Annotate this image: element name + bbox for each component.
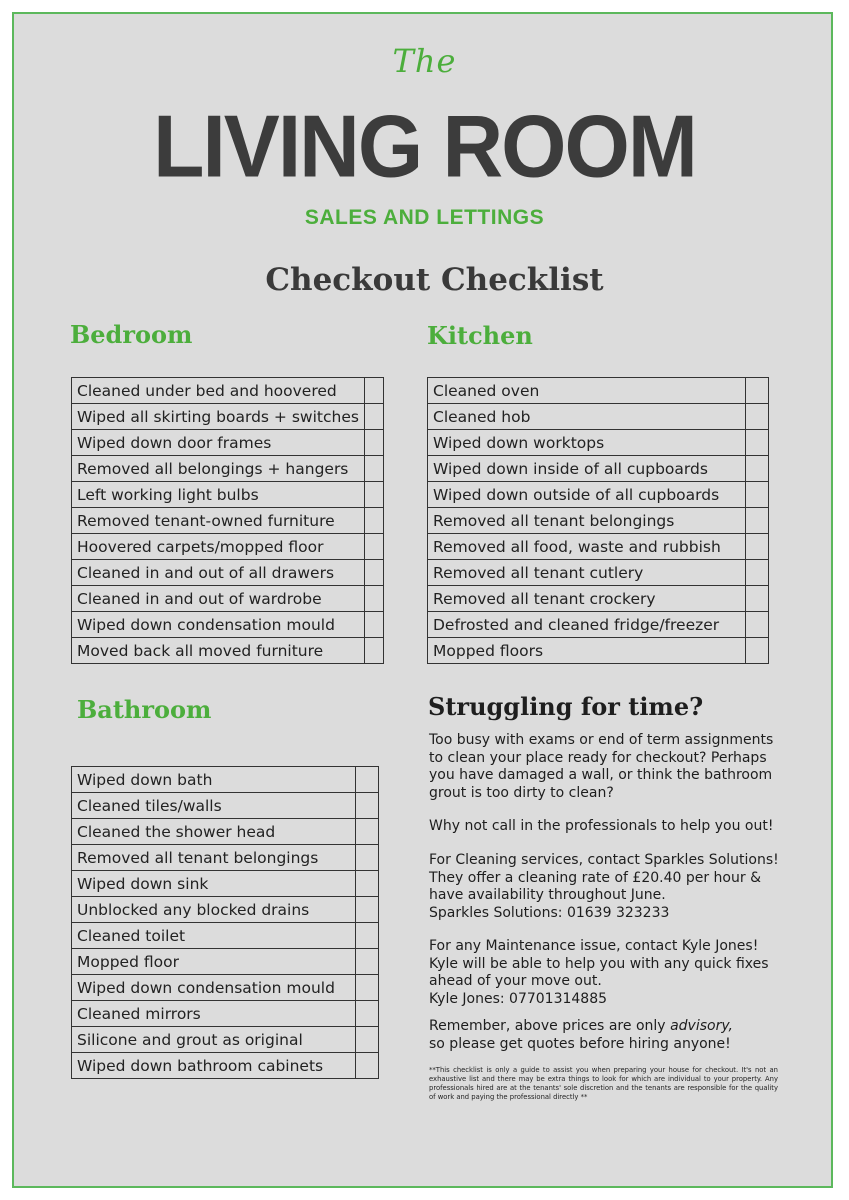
checklist-item-label: Wiped down inside of all cupboards — [428, 456, 746, 482]
checklist-row — [72, 560, 384, 586]
checklist-item-label: Wiped down condensation mould — [72, 975, 356, 1001]
checklist-row — [72, 1053, 379, 1079]
checklist-item-label: Removed all tenant belongings — [428, 508, 746, 534]
bathroom-checklist — [71, 766, 379, 1079]
checklist-item-label: Cleaned oven — [428, 378, 746, 404]
checklist-row — [72, 638, 384, 664]
checkbox[interactable] — [356, 923, 379, 949]
advisory-post: so please get quotes before hiring anyone! — [429, 1035, 731, 1052]
checklist-item-label: Left working light bulbs — [72, 482, 365, 508]
checklist-row — [428, 638, 769, 664]
checklist-item-label: Mopped floors — [428, 638, 746, 664]
checkbox[interactable] — [746, 482, 769, 508]
checklist-row — [72, 586, 384, 612]
logo-living-room: LIVING ROOM — [153, 96, 696, 196]
logo-tagline: SALES AND LETTINGS — [304, 206, 545, 229]
checklist-item-label: Wiped down door frames — [72, 430, 365, 456]
page-title: Checkout Checklist — [265, 262, 604, 298]
checklist-row — [72, 534, 384, 560]
checkbox[interactable] — [356, 1001, 379, 1027]
checklist-item-label: Cleaned mirrors — [72, 1001, 356, 1027]
advisory-note — [429, 1018, 733, 1053]
cleaning-services — [429, 852, 789, 922]
checkbox[interactable] — [356, 897, 379, 923]
checklist-item-label: Removed all tenant cutlery — [428, 560, 746, 586]
checklist-item-label: Wiped all skirting boards + switches — [72, 404, 365, 430]
checklist-row — [72, 456, 384, 482]
bathroom-heading: Bathroom — [77, 695, 212, 724]
checklist-item-label: Wiped down bath — [72, 767, 356, 793]
checklist-item-label: Silicone and grout as original — [72, 1027, 356, 1053]
maintenance-services — [429, 938, 789, 1008]
kitchen-checklist — [427, 377, 769, 664]
checkbox[interactable] — [364, 560, 383, 586]
checklist-row — [72, 897, 379, 923]
checklist-row — [428, 404, 769, 430]
checklist-item-label: Wiped down outside of all cupboards — [428, 482, 746, 508]
checkbox[interactable] — [364, 430, 383, 456]
checklist-row — [72, 430, 384, 456]
checklist-row — [428, 456, 769, 482]
checklist-item-label: Wiped down bathroom cabinets — [72, 1053, 356, 1079]
checkbox[interactable] — [356, 767, 379, 793]
checklist-item-label: Cleaned hob — [428, 404, 746, 430]
checkbox[interactable] — [746, 404, 769, 430]
checkbox[interactable] — [364, 508, 383, 534]
checkbox[interactable] — [356, 1053, 379, 1079]
kitchen-heading: Kitchen — [427, 321, 533, 350]
maintenance-details: Kyle will be able to help you with any quick fixes ahead of your move out. — [429, 955, 769, 989]
maintenance-contact: Kyle Jones: 07701314885 — [429, 990, 608, 1007]
struggling-heading: Struggling for time? — [428, 692, 704, 721]
checklist-row — [72, 793, 379, 819]
checklist-item-label: Moved back all moved furniture — [72, 638, 365, 664]
checklist-row — [72, 923, 379, 949]
checkbox[interactable] — [746, 508, 769, 534]
checklist-item-label: Hoovered carpets/mopped floor — [72, 534, 365, 560]
checklist-row — [428, 508, 769, 534]
checklist-row — [72, 612, 384, 638]
checklist-row — [72, 508, 384, 534]
checklist-row — [72, 871, 379, 897]
checklist-row — [428, 586, 769, 612]
checklist-item-label: Unblocked any blocked drains — [72, 897, 356, 923]
checklist-item-label: Cleaned the shower head — [72, 819, 356, 845]
checklist-item-label: Cleaned in and out of all drawers — [72, 560, 365, 586]
checkbox[interactable] — [364, 404, 383, 430]
call-text: Why not call in the professionals to help you out! — [429, 818, 774, 834]
checklist-row — [428, 430, 769, 456]
bedroom-heading: Bedroom — [70, 320, 193, 349]
checkbox[interactable] — [746, 534, 769, 560]
checklist-row — [428, 378, 769, 404]
checklist-row — [72, 404, 384, 430]
checklist-item-label: Wiped down sink — [72, 871, 356, 897]
logo-the: The — [392, 42, 457, 80]
checklist-row — [72, 378, 384, 404]
checklist-item-label: Removed all tenant crockery — [428, 586, 746, 612]
checklist-item-label: Removed all food, waste and rubbish — [428, 534, 746, 560]
checkbox[interactable] — [364, 612, 383, 638]
checkbox[interactable] — [364, 482, 383, 508]
fine-print: **This checklist is only a guide to assist you when preparing your house for checkout. It's not an exhaustive list and there may be extra things to look for which are individual to your property. Any professionals hired are at the tenants' sole discretion and the tenants are responsible for the quality of work and paying the professional directly ** — [429, 1066, 778, 1101]
checklist-item-label: Removed all belongings + hangers — [72, 456, 365, 482]
checkbox[interactable] — [356, 819, 379, 845]
checkbox[interactable] — [356, 949, 379, 975]
checkbox[interactable] — [364, 638, 383, 664]
cleaning-heading: For Cleaning services, contact Sparkles Solutions! — [429, 852, 779, 868]
struggling-intro — [429, 732, 789, 802]
cleaning-details: They offer a cleaning rate of £20.40 per hour & have availability throughout June. — [429, 869, 761, 903]
checklist-item-label: Defrosted and cleaned fridge/freezer — [428, 612, 746, 638]
cleaning-contact: Sparkles Solutions: 01639 323233 — [429, 904, 670, 921]
checklist-item-label: Mopped floor — [72, 949, 356, 975]
checkbox[interactable] — [364, 586, 383, 612]
bedroom-checklist — [71, 377, 384, 664]
checklist-row — [72, 949, 379, 975]
checklist-item-label: Removed all tenant belongings — [72, 845, 356, 871]
checklist-item-label: Cleaned tiles/walls — [72, 793, 356, 819]
checklist-row — [428, 482, 769, 508]
maintenance-heading: For any Maintenance issue, contact Kyle Jones! — [429, 938, 759, 954]
checkbox[interactable] — [356, 975, 379, 1001]
checklist-item-label: Wiped down condensation mould — [72, 612, 365, 638]
checkbox[interactable] — [746, 560, 769, 586]
checkbox[interactable] — [746, 430, 769, 456]
advisory-pre: Remember, above prices are only — [429, 1018, 671, 1034]
checkbox[interactable] — [746, 638, 769, 664]
checklist-item-label: Removed tenant-owned furniture — [72, 508, 365, 534]
checkbox[interactable] — [746, 586, 769, 612]
checklist-row — [72, 767, 379, 793]
checklist-row — [72, 482, 384, 508]
checklist-item-label: Cleaned toilet — [72, 923, 356, 949]
checkbox[interactable] — [364, 378, 383, 404]
checklist-row — [72, 819, 379, 845]
intro-text: Too busy with exams or end of term assignments to clean your place ready for checkout? Perhaps you have damaged a wall, or think the bathroom grout is too dirty to clean? — [429, 732, 774, 801]
advisory-emphasis: advisory, — [670, 1018, 733, 1034]
checklist-row — [428, 534, 769, 560]
checklist-row — [428, 560, 769, 586]
checkbox[interactable] — [746, 612, 769, 638]
checkbox[interactable] — [364, 534, 383, 560]
checklist-row — [428, 612, 769, 638]
checkbox[interactable] — [364, 456, 383, 482]
checkbox[interactable] — [356, 1027, 379, 1053]
checklist-row — [72, 1027, 379, 1053]
checklist-row — [72, 975, 379, 1001]
checklist-row — [72, 1001, 379, 1027]
call-professionals — [429, 818, 789, 836]
checklist-item-label: Cleaned in and out of wardrobe — [72, 586, 365, 612]
checkbox[interactable] — [746, 378, 769, 404]
checklist-row — [72, 845, 379, 871]
checkbox[interactable] — [356, 793, 379, 819]
checkbox[interactable] — [356, 871, 379, 897]
checklist-item-label: Cleaned under bed and hoovered — [72, 378, 365, 404]
checkbox[interactable] — [356, 845, 379, 871]
checkbox[interactable] — [746, 456, 769, 482]
checklist-item-label: Wiped down worktops — [428, 430, 746, 456]
